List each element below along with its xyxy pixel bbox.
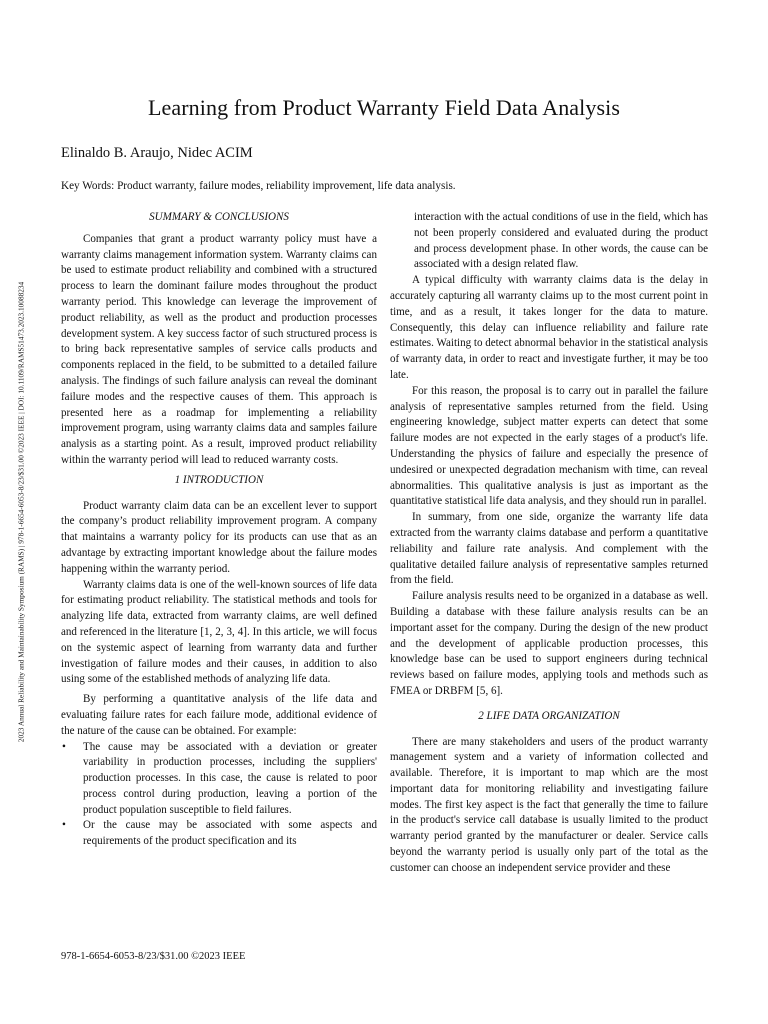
- body-paragraph-5: There are many stakeholders and users of the product warranty management system and a variety of information collected and available. Therefore, it is important to map which are the most important data for monitoring reliability and investigating failure modes. The first key aspect is the fact that generally the time to failure in the product's service call database is usually limited to the product warranty period granted by the manufacturer or dealer. Service calls beyond the warranty period is usually only part of the total as the customer can choose an independent service provider and these: [390, 735, 708, 874]
- list-item: [61, 818, 377, 850]
- list-item: [61, 740, 377, 819]
- author-line: Elinaldo B. Araujo, Nidec ACIM: [61, 145, 253, 161]
- intro-paragraph-2: Warranty claims data is one of the well-known sources of life data for estimating product reliability. The statistical methods and tools for analyzing life data, extracted from warranty claims, are well defined and referenced in the literature [1, 2, 3, 4]. In this article, we will focus on the systemic aspect of learning from warranty data and further investigation of failure modes and their causes, in addition to also using some of the established methods of analyzing life data.: [61, 578, 377, 686]
- left-column: [61, 210, 377, 850]
- section-2-heading: 2 LIFE DATA ORGANIZATION: [478, 709, 620, 722]
- right-column: [390, 210, 708, 877]
- bullet-icon: •: [62, 740, 66, 753]
- bullet-icon: •: [62, 819, 66, 832]
- body-paragraph-4: Failure analysis results need to be organized in a database as well. Building a database with these failure analysis results can be an important asset for the company. During the design of the new product and the development of applicable production processes, this knowledge base can be used to support engineers during technical reviews based on failure modes, applying tools and methods such as FMEA or DRBFM [5, 6].: [390, 590, 708, 697]
- doi-sidebar-text: 2023 Annual Reliability and Maintainability Symposium (RAMS) | 978-1-6654-6053-8/23/$31.00 ©2023 IEEE | DOI: 10.1109/RAMS51473.2023.10088234: [16, 281, 26, 743]
- intro-paragraph-1: Product warranty claim data can be an excellent lever to support the company’s product reliability improvement program. A company that maintains a warranty policy for its products can use that as an advantage by extracting important knowledge about the failure modes happening within the warranty period.: [61, 499, 377, 575]
- bullet-text: Or the cause may be associated with some aspects and requirements of the product specification and its: [83, 819, 377, 848]
- body-paragraph-3: In summary, from one side, organize the warranty life data extracted from the warranty claims database and perform a quantitative reliability and failure rate analysis. And complement with the qualitative detailed failure analysis of representative samples returned from the field.: [390, 511, 708, 587]
- introduction-heading: 1 INTRODUCTION: [174, 473, 264, 486]
- cause-list: [61, 740, 377, 851]
- body-paragraph-2: For this reason, the proposal is to carry out in parallel the failure analysis of representative samples returned from the field. Using engineering knowledge, subject matter experts can detect that some failure modes are not expected in the early stages of a product's life. Understanding the physics of failure and especially the presence of undesired or unexpected degradation mechanism with time, can reveal abnormalities. This qualitative analysis is just as important as the quantitative statistical life data analysis, and they should run in parallel.: [390, 384, 708, 508]
- keywords-line: Key Words: Product warranty, failure modes, reliability improvement, life data analysis.: [61, 180, 456, 192]
- summary-paragraph: Companies that grant a product warranty policy must have a warranty claims management information system. Warranty claims can be used to estimate product reliability and combined with a structured process to learn the dominant failure modes throughout the product warranty period. This knowledge can leverage the improvement of product reliability, as well as the product and production processes development system. A key success factor of such structured process is to bring back representative samples of service calls products and components replaced in the field, to be submitted to a detailed failure analysis. The findings of such failure analysis can reveal the dominant failure modes and the respective causes of them. This approach is presented here as a roadmap for implementing a reliability improvement program, using warranty claims data and samples failure analysis as a starting point. As a result, improved product reliability within the warranty period will lead to reduced warranty costs.: [61, 232, 377, 466]
- doi-sidebar: [12, 185, 30, 840]
- summary-heading: SUMMARY & CONCLUSIONS: [149, 211, 289, 223]
- footer-copyright: 978-1-6654-6053-8/23/$31.00 ©2023 IEEE: [61, 951, 246, 962]
- intro-paragraph-3: By performing a quantitative analysis of the life data and evaluating failure rates for each failure mode, additional evidence of the nature of the cause can be obtained. For example:: [61, 693, 377, 737]
- body-paragraph-1: A typical difficulty with warranty claims data is the delay in accurately capturing all warranty claims up to the most current point in time, and as a result, it takes longer for the data to mature. Consequently, this delay can influence reliability and failure rate estimates. Waiting to detect abnormal behavior in the statistical analysis of warranty data, in order to react and investigate further, it may be too late.: [390, 274, 708, 381]
- bullet-continuation: interaction with the actual conditions of use in the field, which has not been properly considered and evaluated during the product and process development phase. In other words, the cause can be associated with a design related flaw.: [414, 211, 708, 271]
- paper-title: Learning from Product Warranty Field Data Analysis: [147, 95, 621, 120]
- bullet-text: The cause may be associated with a deviation or greater variability in production processes, including the suppliers' production processes. In this case, the cause is related to poor process control during production, leaving a portion of the product population susceptible to field failures.: [83, 740, 377, 816]
